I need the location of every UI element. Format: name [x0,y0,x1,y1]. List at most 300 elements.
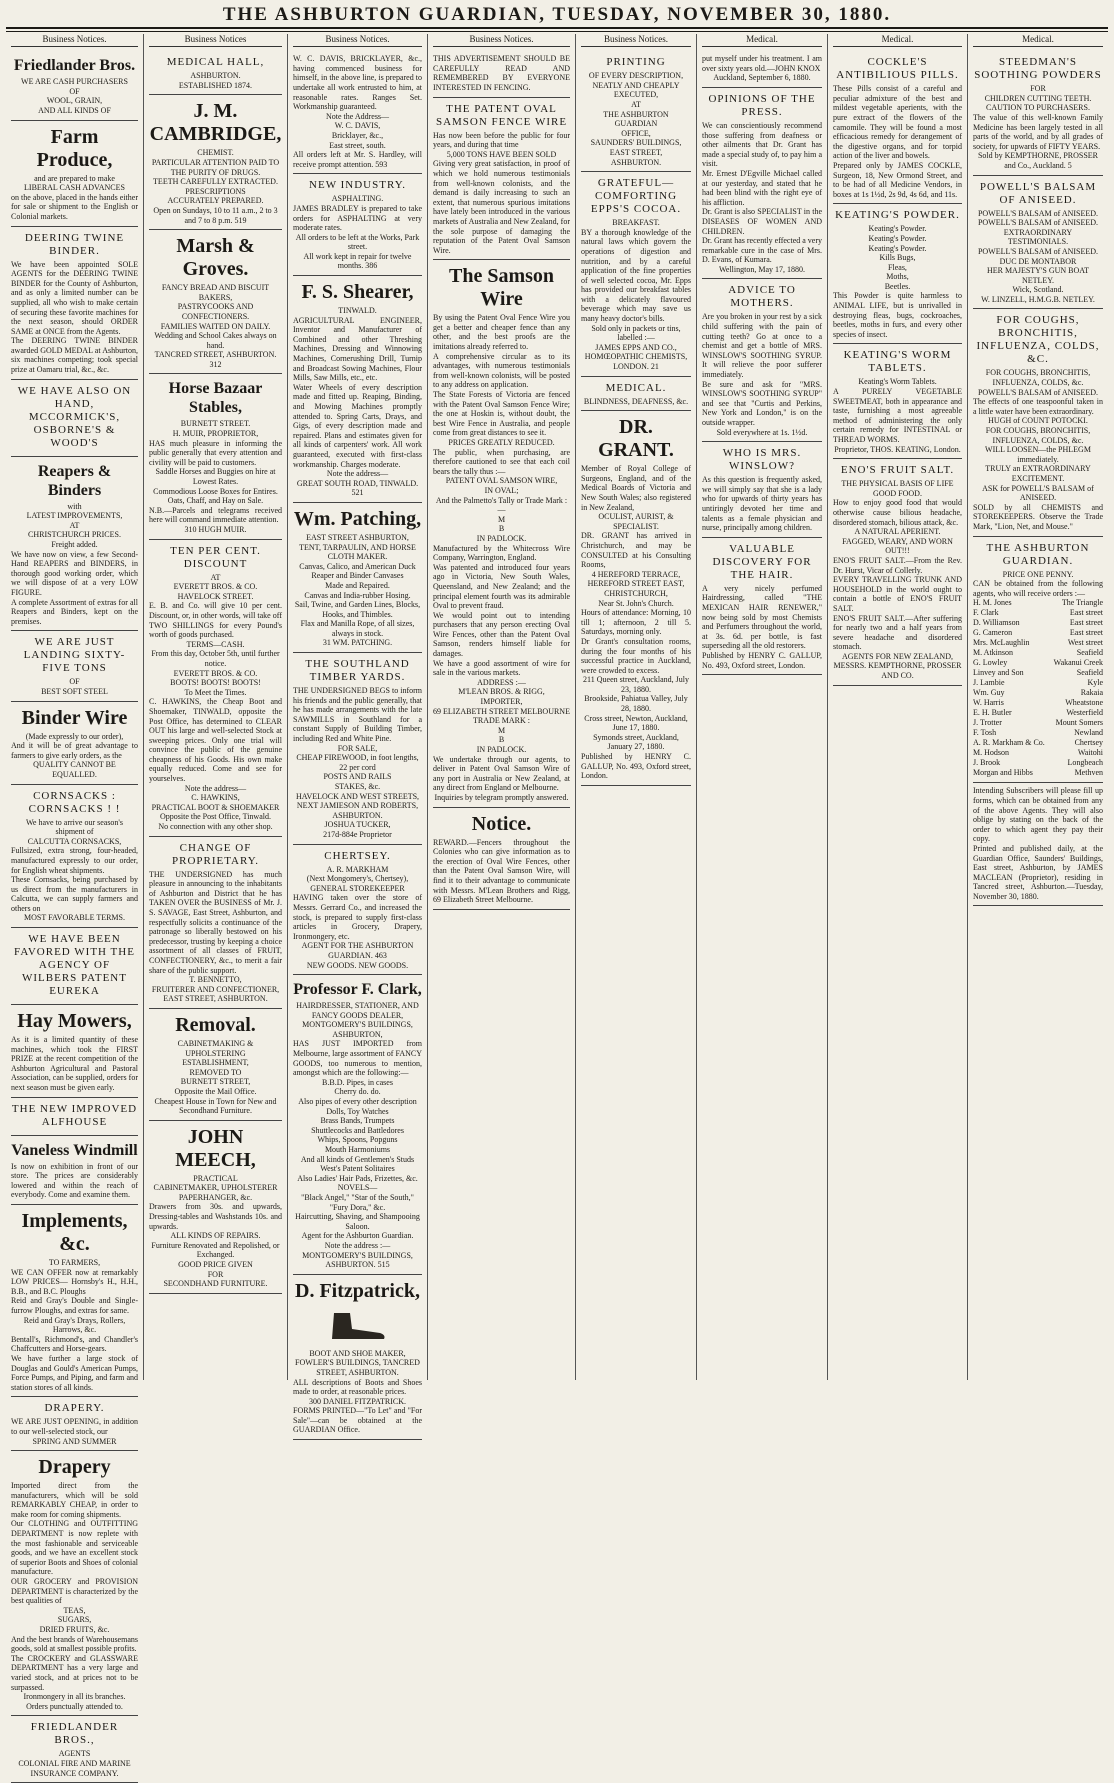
ad-line: ASHBURTON. [610,157,662,167]
ad-title: KEATING'S WORM TABLETS. [843,349,952,375]
ad-line: A very nicely perfumed Hairdressing, called "THE MEXICAN HAIR RENEWER," now being sold by most Chemists and Perfumers throughout the world, at 3s. 6d. per bottle, is fast superseding all the old restorers. [702,583,822,651]
ad-line: POSTS AND RAILS [323,772,392,782]
column-heading: Business Notices. [293,34,422,47]
ad-line: GENERAL STOREKEEPER [310,883,405,893]
ad-line: A PURELY VEGETABLE SWEETMEAT, both in appearance and taste, furnishing a most agreeable method of administering the only certain remedy for INTESTINAL or THREAD WORMS. [833,387,962,445]
agent-name: H. M. Jones [973,598,1012,608]
ad-line: Proprietor, THOS. KEATING, London. [834,444,961,454]
ad-line: LONDON. 21 [613,362,659,372]
ad-line: And the Palmetto's Tally or Trade Mark :— [435,495,568,515]
ad-line: Water Wheels of every description made and fitted up. Reaping, Binding, and Mowing Machines promptly attended to. Spring Carts, Drays, and Gigs, of every description made and repaired. Plans and estimates given for all kinds of carpenters' work. All work guaranteed, executed with first-class workmanship. Charges moderate. [293,382,422,469]
ad-line: Wellington, May 17, 1880. [718,264,805,274]
agent-name: E. H. Butler [973,708,1012,718]
ad-line: Keating's Powder. [868,243,927,253]
agent-row [973,698,1103,708]
ad-line: ALL descriptions of Boots and Shoes made to order, at reasonable prices. [293,1377,422,1397]
ad-line: 31 WM. PATCHING. [322,638,393,648]
ad-line: FOR COUGHS, BRONCHITIS, INFLUENZA, COLDS, &c. [985,368,1091,388]
agent-name: J. Trotter [973,718,1002,728]
ad-line: PATENT OVAL SAMSON WIRE, [445,476,558,486]
agent-row [973,738,1103,748]
ad-line: OFFICE, [621,128,651,138]
ad-line: TERMS—CASH. [186,639,245,649]
ad-line: Note the address— [326,469,389,479]
ad-title: PRINTING [606,56,666,69]
ad-line: 300 DANIEL FITZPATRICK. [309,1396,406,1406]
ad-title: WE ARE JUST LANDING SIXTY-FIVE TONS [23,636,126,675]
ad-line: Cherry do. do. [334,1087,381,1097]
ad-line: ESTABLISHED 1874. [178,80,253,90]
ad-line: This Powder is quite harmless to ANIMAL LIFE, but is unrivalled in destroying fleas, bugs, cockroaches, beetles, moths in furs, and every other species of insect. [833,291,962,339]
ad-line: We have to arrive our season's shipment of [26,817,123,837]
agent-row [973,608,1103,618]
ad-line: Auckland, September 6, 1880. [713,73,811,83]
agent-row [973,688,1103,698]
ad-line: FOR COUGHS, BRONCHITIS, INFLUENZA, COLDS, &c. [985,426,1091,445]
ad-line: Open on Sundays, 10 to 11 a.m., 2 to 3 and 7 to 8 p.m. 519 [153,205,278,225]
agent-row [973,648,1103,658]
ad-line: We have now on view, a few Second-Hand REAPERS and BINDERS, in thorough good working order, which we will dispose of at a very LOW FIGURE. [11,549,138,598]
ad-line: Brass Bands, Trumpets [320,1116,395,1126]
ad-line: BLINDNESS, DEAFNESS, &c. [583,396,689,406]
ad-line: Canvas and India-rubber Hosing. [304,590,411,600]
ad-line: Beetles. [884,281,911,291]
ad-line: TINWALD. [338,306,377,316]
ad-line: Are you broken in your rest by a sick child suffering with the pain of cutting teeth? Go at once to a chemist and get a bottle of MRS. WINSLOW'S SOOTHING SYRUP. It will relieve the poor sufferer immediately. [702,312,822,380]
ad-title: FOR COUGHS, BRONCHITIS, INFLUENZA, COLDS, &C. [976,314,1100,366]
ad-line: Wedding and School Cakes always on hand. [154,331,277,350]
ad-title: OPINIONS OF THE PRESS. [708,92,816,118]
ad-line: C. HAWKINS, [191,793,240,803]
agent-row [973,708,1103,718]
ad-line: DR. GRANT has arrived in Christchurch, and may be CONSULTED at his Consulting Rooms, [581,531,691,570]
ad-line: B.B.D. Pipes, in cases [322,1077,393,1087]
advertisement [581,411,691,786]
ad-line: ASHBURTON. [190,71,241,81]
ad-line: PARTICULAR ATTENTION PAID TO THE PURITY OF DRUGS. [151,157,280,177]
ad-line: EXTRAORDINARY TESTIMONIALS. [1003,227,1073,247]
ad-line: FOR [1030,84,1046,94]
ad-line: AT [69,520,80,530]
advertisement [11,227,138,380]
ad-line: THE PHYSICAL BASIS OF LIFE [841,479,954,489]
ad-line: Has now been before the public for four years, and during that time [433,130,570,150]
ad-line: REMOVED TO [189,1067,242,1077]
advertisement [11,1098,138,1136]
ad-line: FAMILIES WAITED ON DAILY. [160,321,271,331]
agent-name: J. Brook [973,758,1001,768]
ad-title: D. Fitzpatrick, [295,1279,420,1302]
ad-line: W. C. DAVIS, [334,121,381,131]
ad-line: Bentall's, Richmond's, and Chandler's Chaffcutters and Horse-gears. [11,1334,138,1354]
ad-line: EAST STREET ASHBURTON, [306,532,409,542]
ad-line: TO FARMERS, [48,1258,101,1268]
ad-line: Note the address :— [324,1240,391,1250]
ad-line: As it is a limited quantity of these machines, which took the FIRST PRIZE at the recent competition of the Ashburton Agricultural and Pastoral Association, can be supplied, orders for next season must be given early. [11,1035,138,1093]
advertisement [293,503,422,653]
advertisement [11,1451,138,1716]
ad-line: All orders left at Mr. S. Hardley, will receive prompt attention. 593 [293,150,422,169]
agent-name: Wm. Guy [973,688,1005,698]
ad-line: OCULIST, AURIST, & SPECIALIST. [598,512,674,531]
column-5 [576,34,697,1380]
advertisement [433,98,570,261]
advertisement [581,51,691,172]
agent-place: Westerfield [1066,708,1103,718]
advertisement [149,95,282,230]
ad-line: No connection with any other shop. [158,822,273,832]
ad-line: A complete Assortment of extras for all Reapers and Binders, kept on the premises. [11,597,138,626]
ad-title: Removal. [175,1013,256,1036]
ad-line: 217d-884e Proprietor [323,829,392,839]
ad-line: EVERY TRAVELLING TRUNK AND HOUSEHOLD in the world ought to contain a bottle of ENO'S FRUIT SALT. [833,575,962,613]
ad-line: AT [210,572,221,582]
ad-line: EXECUTED, [613,90,659,100]
column-heading: Medical. [702,34,822,47]
agent-name: G. Cameron [973,628,1013,638]
ad-line: EAST STREET, ASHBURTON. [163,994,268,1004]
ad-line: OF EVERY DESCRIPTION, [588,71,684,81]
ad-line: Sail, Twine, and Garden Lines, Blocks, Hooks, and Thimbles. [294,600,421,619]
ad-title: The Samson Wire [448,265,555,311]
column-heading: Business Notices [149,34,282,47]
agent-place: West street [1067,638,1103,648]
ad-line: Dr. Grant has recently effected a very remarkable cure in the case of Mrs. D. Evans, of Kumara. [702,236,823,265]
ad-line: HEREFORD STREET EAST, CHRISTCHURCH, [587,579,685,598]
agent-name: W. Harris [973,698,1004,708]
column-7 [828,34,968,1380]
ad-title: Implements, &c. [21,1210,128,1256]
ad-line: POWELL'S BALSAM of ANISEED. [977,208,1099,218]
ad-line: Drawers from 30s. and upwards, Dressing-tables and Washstands 10s. and upwards. [149,1202,282,1231]
agent-name: Linvey and Son [973,668,1024,678]
advertisement [11,631,138,701]
ad-title: NEW INDUSTRY. [309,179,406,192]
ad-line: PAPERHANGER, &c. [178,1192,253,1202]
ad-line: MESSRS. KEMPTHORNE, PROSSER AND CO. [833,661,962,681]
ad-line: EAST STREET, [609,147,663,157]
ad-line: THIS ADVERTISEMENT SHOULD BE CAREFULLY READ AND REMEMBERED BY EVERYONE INTERESTED IN FENCING. [433,54,570,92]
ad-line: (Next Mongomery's, Chertsey), [306,874,409,884]
ad-line: Saddle Horses and Buggies on hire at Lowest Rates. [155,467,276,487]
ad-title: F. S. Shearer, [301,281,414,304]
ad-line: M [497,725,506,735]
agent-row [973,668,1103,678]
ad-line: B [498,524,505,534]
ad-line: EVERETT BROS. & CO. [173,582,258,592]
ad-line: FOR SALE, [337,743,378,753]
ad-line: QUALITY CANNOT BE EQUALLED. [33,760,116,779]
advertisement [433,51,570,97]
ad-line: And it will be of great advantage to farmers to give early orders, as the [11,741,138,760]
ad-title: Notice. [471,812,532,835]
agent-place: The Triangle [1061,598,1103,608]
ad-title: CORNSACKS : CORNSACKS ! ! [28,789,121,815]
ad-line: BOOTS! BOOTS! BOOTS! [170,678,261,688]
ad-title: GRATEFUL—COMFORTING EPPS'S COCOA. [590,177,682,216]
agent-place: Rakaia [1080,688,1103,698]
ad-title: DRAPERY. [44,1402,105,1415]
ad-line: Commodious Loose Boxes for Entires. [153,486,278,496]
ad-line: T. BENNETTO, [189,975,242,985]
column-2 [144,34,288,1380]
ad-line: We undertake through our agents, to deliver in Patent Oval Samson Wire of any port in Australia or New Zealand, at any direct from England or Melbourne. [433,754,570,793]
column-heading: Medical. [973,34,1103,47]
advertisement [293,174,422,276]
ad-line: THE UNDERSIGNED has much pleasure in announcing to the inhabitants of Ashburton and District that he has TAKEN OVER the BUSINESS of Mr. J. S. SAVAGE, East Street, Ashburton, and respectfully solicits a continuance of the patronage so liberally bestowed on his predecessor, trusting by keeping a choice assortment of all classes of FRUIT, CONFECTIONERY, &c., to merit a fair share of the public support. [149,869,282,975]
advertisement [11,51,138,120]
agent-place: Seafield [1076,648,1103,658]
agent-place: East street [1069,618,1103,628]
ad-line: BURNETT STREET, [180,1077,251,1087]
advertisement [973,176,1103,310]
advertisement [11,1205,138,1397]
ad-line: AND ALL KINDS OF [38,105,111,115]
ad-title: TEN PER CENT. DISCOUNT [170,544,261,570]
ad-line: Cheapest House in Town for New and Secondhand Furniture. [154,1096,277,1116]
advertisement [11,702,138,785]
advertisement [581,377,691,412]
ad-line: AGENTS FOR NEW ZEALAND, [842,651,953,661]
ad-line: NEW GOODS. NEW GOODS. [306,960,409,970]
ad-line: TRULY an EXTRAORDINARY EXCITEMENT. [985,464,1091,484]
ad-line: M [497,514,506,524]
advertisement [11,1397,138,1451]
agent-place: Kyle [1087,678,1103,688]
ad-line: Shuttlecocks and Battledores [311,1125,404,1135]
ad-line: Imported direct from the manufacturers, which will be sold REMARKABLY CHEAP, in order to make room for coming shipments. [11,1481,138,1519]
boot-illustration-icon [328,1309,388,1343]
ad-line: Our CLOTHING and OUTFITTING DEPARTMENT is now replete with the most fashionable and serviceable goods, and we have an excellent stock of superior Boots and Shoes of colonial manufacture. [11,1519,138,1577]
ad-title: MEDICAL. [605,381,667,394]
ad-title: COCKLE'S ANTIBILIOUS PILLS. [836,56,959,82]
ad-line: CHEMIST. [197,148,234,158]
ad-line: PASTRYCOOKS AND CONFECTIONERS. [177,302,254,321]
ad-line: SAUNDERS' BUILDINGS, [590,138,682,148]
advertisement [293,276,422,503]
ad-line: From this day, October 5th, until further notice. [151,649,280,668]
ad-line: As this question is frequently asked, we will simply say that she is a lady who for upwards of thirty years has untiringly devoted her time and talents as a female physician and nurse, principally among children. [702,475,822,533]
ad-line: SUGARS, [57,1615,92,1625]
ad-line: HAVING taken over the store of Messrs. Gerrard Co., and increased the stock, is prepared to supply first-class articles in Grocery, Drapery, Ironmongery, etc. [293,893,422,941]
ad-line: BY a thorough knowledge of the natural laws which govern the operations of digestion and nutrition, and by a careful application of the fine properties of well selected cocoa, Mr. Epps has provided our breakfast tables with a delicately flavoured beverage which may save us many heavy doctor's bills. [581,227,691,324]
ad-line: The DEERING TWINE BINDER awarded GOLD MEDAL at Ashburton, six machines competing; took special prize at Oamaru trial, &c., &c. [11,336,138,375]
ad-line: All orders to be left at the Works, Park street. [295,232,420,252]
ad-line: We have a good assortment of wire for sale in the various markets. [433,658,570,678]
ad-line: W. C. DAVIS, BRICKLAYER, &c., having commenced business for himself, in the above line, is prepared to undertake all work entrusted to him, at reasonable rates. Ranges Set. Workmanship guaranteed. [293,54,422,112]
ad-line: Published by HENRY C. GALLUP, No. 493, Oxford street, London. [702,650,822,670]
ad-line: WE ARE CASH PURCHASERS [21,77,128,87]
advertisement [702,51,822,88]
agent-row [973,658,1103,668]
ad-line: SOLD by all CHEMISTS and STOREKEEPERS. Observe the Trade Mark, "Lion, Net, and Mouse." [973,502,1103,531]
agent-place: Newland [1074,728,1103,738]
column-heading: Business Notices. [433,34,570,47]
ad-line: 310 HUGH MUIR. [184,525,247,535]
ad-line: IN OVAL; [484,485,519,495]
ad-line: IN PADLOCK. [476,533,527,543]
ad-title: Horse Bazaar Stables, [168,380,263,417]
advertisement [433,808,570,910]
ad-line: These Cornsacks, being purchased by us direct from the manufacturers in Calcutta, we can supply farmers and others on [11,875,138,913]
ad-line: Mr. Ernest D'Egville Michael called at our yesterday, and stated that he had been blind with the right eye of his affliction. [702,168,822,207]
ad-title: MEDICAL HALL, [166,56,265,69]
ad-title: J. M. CAMBRIDGE, [149,100,282,146]
agent-row [973,618,1103,628]
ad-line: Dolls, Toy Watches [326,1106,389,1116]
agent-place: Mount Somers [1055,718,1103,728]
ad-title: THE ASHBURTON GUARDIAN. [986,541,1090,567]
ad-line: East street, south. [329,140,386,150]
ad-line: ACCURATELY PREPARED. [167,196,264,206]
ad-line: BOOT AND SHOE MAKER, [309,1348,406,1358]
agent-row [973,728,1103,738]
ad-line: BEST SOFT STEEL [41,686,108,696]
ad-line: POWELL'S BALSAM of ANISEED. [977,387,1099,397]
advertisement [973,309,1103,536]
ad-line: We would point out to intending purchasers that any person erecting Oval Wire Fences, other than the Patent Oval Samson, renders himself liable for damages. [433,610,570,659]
advertisement [433,260,570,807]
ad-line: Note the Address— [325,111,390,121]
ad-line: and are prepared to make [34,173,115,183]
ad-line: How to enjoy good food that would otherwise cause bilious headache, disordered stomach, bilious attack, &c. [833,498,962,527]
ad-line: Moths, [886,272,909,282]
column-3 [288,34,428,1435]
ad-line: B [498,735,505,745]
ad-line: HER MAJESTY'S GUN BOAT NETLEY. [986,266,1090,285]
masthead: THE ASHBURTON GUARDIAN, TUESDAY, NOVEMBER 30, 1880. [222,4,892,25]
ad-line: ALL KINDS OF REPAIRS. [170,1231,261,1241]
ad-line: Canvas, Calico, and American Duck [299,561,416,571]
ad-title: DR. GRANT. [598,416,674,462]
ad-line: HAS JUST IMPORTED from Melbourne, large assortment of FANCY GOODS, too numerous to mention, amongst which are the following:— [293,1039,422,1078]
ad-line: Sold only in packets or tins, labelled :— [591,323,681,343]
ad-line: STAKES, &c. [334,782,381,792]
ad-line: Published by HENRY C. GALLUP, No. 493, Oxford street, London. [581,752,691,781]
ad-line: The State Forests of Victoria are fenced with the Patent Oval Samson Fence Wire; the one at Hoskin is, without doubt, the best Wire Fence in Australia, and people come from great distances to see it. [433,390,570,438]
ad-line: AGENT FOR THE ASHBURTON GUARDIAN. 463 [301,941,414,960]
advertisement [833,51,962,204]
advertisement [149,1121,282,1294]
ad-line: Ironmongery in all its branches. [23,1692,126,1702]
ad-line: The CROCKERY and GLASSWARE DEPARTMENT has a very large and varied stock, and at prices not to be surpassed. [11,1653,138,1692]
advertisement [11,1136,138,1205]
advertisement [11,1716,138,1783]
advertisement [293,975,422,1275]
ad-line: Fleas, [888,262,907,272]
ad-line: TANCRED STREET, ASHBURTON. 312 [154,350,277,369]
ad-line: 69 ELIZABETH STREET MELBOURNE [433,706,570,716]
ad-title: WHO IS MRS. WINSLOW? [722,447,802,473]
ad-line: GOOD FOOD. [873,488,922,498]
agent-row [973,758,1103,768]
ad-line: GREAT SOUTH ROAD, TINWALD. 521 [296,478,419,498]
agent-place: Wheatstone [1065,698,1103,708]
ad-line: ESTABLISHMENT, [182,1058,249,1068]
agent-row [973,598,1103,608]
ad-line: W. LINZELL, H.M.G.B. NETLEY. [981,294,1095,304]
ad-title: Reapers & Binders [37,462,112,499]
advertisement [149,837,282,1009]
ad-line: CABINETMAKER, UPHOLSTERER [153,1183,278,1193]
ad-line: IMPORTER, [480,697,523,707]
ad-line: POWELL'S BALSAM of ANISEED. [977,246,1099,256]
ad-line: OF [69,677,80,687]
advertisement [973,537,1103,784]
ad-line: FORMS PRINTED—"To Let" and "For Sale"—can be obtained at the GUARDIAN Office. [293,1406,422,1435]
ad-line: 211 Queen street, Auckland, July 23, 1880. [583,675,689,694]
ad-line: Orders punctually attended to. [26,1701,123,1711]
ad-line: FAGGED, WEARY, AND WORN OUT!!! [842,536,953,556]
ad-line: PRICES GREATLY REDUCED. [448,438,555,448]
ad-title: KEATING'S POWDER. [835,209,960,222]
agent-name: G. Lowley [973,658,1008,668]
ad-line: Brookside, Pahiatua Valley, July 28, 1880. [584,694,688,714]
column-heading: Business Notices. [11,34,138,47]
ad-line: THE ASHBURTON GUARDIAN [603,109,669,129]
ad-line: All work kept in repair for twelve months. 386 [303,251,412,271]
column-4 [428,34,576,1380]
ad-title: STEEDMAN'S SOOTHING POWDERS [974,56,1102,82]
ad-line: ENO'S FRUIT SALT.—From the Rev. Dr. Hurst, Vicar of Collerly. [833,555,962,575]
ad-line: PRACTICAL [193,1173,238,1183]
ad-line: NOVELS— [337,1183,378,1193]
agent-name: M. Hodson [973,748,1010,758]
ad-line: CHRISTCHURCH PRICES. [28,530,121,540]
ad-line: The public, when purchasing, are therefore cautioned to see that each coil bears the tally thus :— [433,447,570,476]
advertisement [11,380,138,457]
agent-place: Longbeach [1067,758,1103,768]
ad-line: HUGH of COUNT POTOCKI. [988,416,1088,426]
ad-line: on the above, placed in the hands either for sale or shipment to the English or Colonial markets. [11,192,138,221]
ad-line: Is now on exhibition in front of our store. The prices are considerably lowered and within the reach of everybody. Come and examine them. [11,1161,138,1200]
ad-title: ADVICE TO MOTHERS. [728,284,796,310]
ad-line: Opposite the Post Office, Tinwald. [160,812,271,822]
ad-line: HAS much pleasure in informing the public generally that every attention and civility will be paid to customers. [149,438,282,467]
ad-title: Farm Produce, [36,125,113,171]
ad-line: Keating's Worm Tablets. [858,377,937,387]
ad-line: CHILDREN CUTTING TEETH. [984,93,1092,103]
ad-line: We have been appointed SOLE AGENTS for the DEERING TWINE BINDER for the County of Ashburton, and as only a limited number can be supplied, all who wish to make certain of securing these favorite machines for the next season, should ORDER SAME at ONCE from the Agents. [11,259,138,336]
ad-line: JAMES BRADLEY is prepared to take orders for ASPHALTING at very moderate rates. [293,203,422,233]
ad-line: To Meet the Times. [184,687,247,697]
ad-line: A NATURAL APERIENT. [854,527,941,537]
advertisement [11,121,138,227]
ad-line: Dr. Grant is also SPECIALIST in the DISEASES OF WOMEN AND CHILDREN. [702,207,822,236]
ad-title: Drapery [38,1456,111,1479]
ad-line: Oats, Chaff, and Hay on Sale. [167,496,264,506]
ad-line: OUR GROCERY and PROVISION DEPARTMENT is characterized by the best qualities of [11,1577,138,1606]
advertisement [581,172,691,377]
ad-line: 4 HEREFORD TERRACE, [591,569,681,579]
advertisement [11,928,138,1005]
advertisement [833,459,962,685]
advertisement [293,51,422,174]
ad-line: Bricklayer, &c., [331,130,384,140]
ad-title: Hay Mowers, [17,1010,132,1033]
ad-title: THE PATENT OVAL SAMSON FENCE WIRE [435,102,568,128]
agent-place: Methven [1074,768,1103,778]
ad-line: ENO'S FRUIT SALT.—After suffering for nearly two and a half years from severe headache and disordered stomach. [833,613,962,652]
ad-line: "Black Angel," "Star of the South," "Fury Dora," &c. [301,1192,414,1212]
ad-line: DRIED FRUITS, &c. [39,1625,110,1635]
agent-place: Wakanui Creek [1053,658,1103,668]
agent-name: M. Atkinson [973,648,1014,658]
ad-line: ASK for POWELL'S BALSAM of ANISEED. [982,483,1094,503]
ad-line: FANCY BREAD AND BISCUIT BAKERS, [161,283,270,302]
ad-line: OF [69,86,80,96]
ad-line: The effects of one teaspoonful taken in a little water have been extraordinary. [973,397,1103,416]
